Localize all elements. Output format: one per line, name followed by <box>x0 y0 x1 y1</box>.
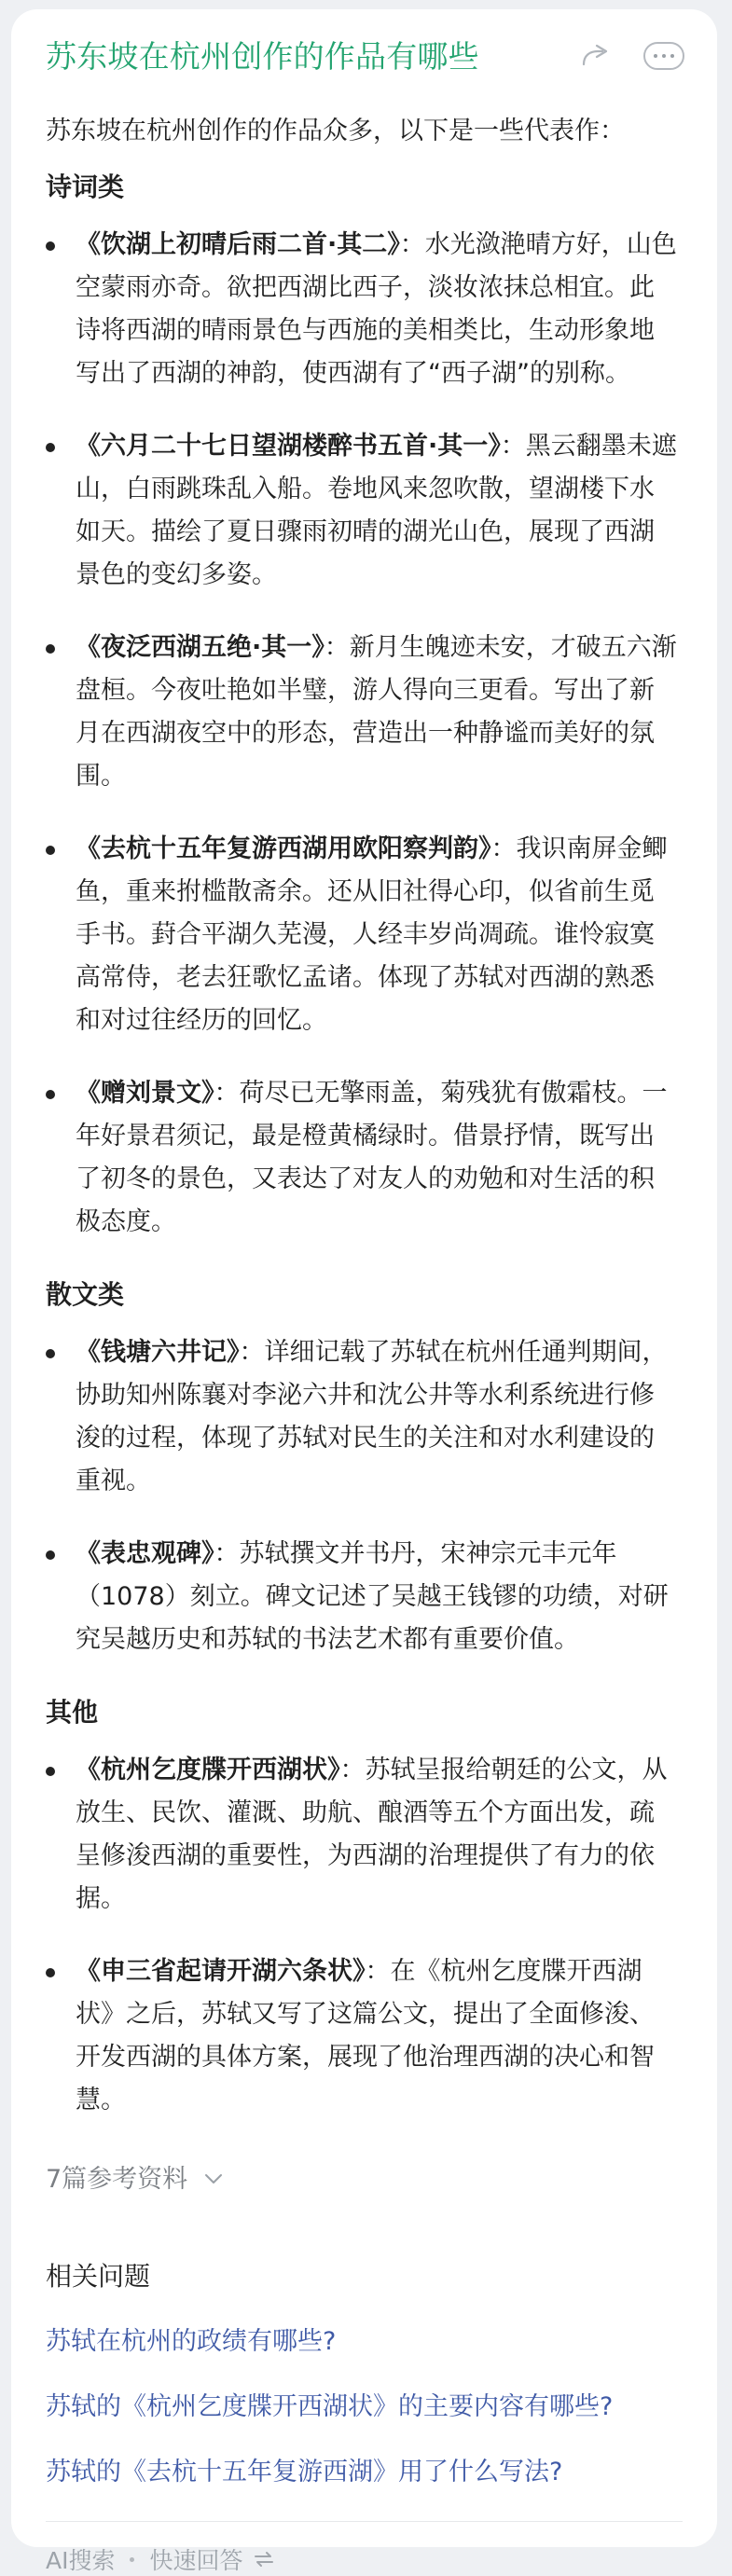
list-item-text <box>76 1072 678 1244</box>
list-item <box>46 1950 683 2122</box>
work-title: 《表忠观碑》 <box>76 1539 214 1568</box>
section-heading: 其他 <box>46 1697 99 1728</box>
header-actions <box>580 42 684 70</box>
bullet-icon <box>46 644 55 654</box>
list-item-text <box>76 425 678 597</box>
bullet-icon <box>46 1550 55 1560</box>
list-item-text <box>76 224 678 395</box>
work-title: 《申三省起请开湖六条状》 <box>76 1957 366 1986</box>
work-title: 《饮湖上初晴后雨二首·其二》 <box>76 230 400 259</box>
bullet-icon <box>46 1349 55 1358</box>
list-item <box>46 828 683 1042</box>
work-description: ：荷尽已无擎雨盖，菊残犹有傲霜枝。一年好景君须记，最是橙黄橘绿时。借景抒情，既写出了初冬的景色，又表达了对友人的劝勉和对生活的积极态度。 <box>76 1079 668 1236</box>
references-label: 7篇参考资料 <box>46 2164 188 2194</box>
chevron-down-icon <box>204 2162 223 2191</box>
list-item-text <box>76 1533 678 1661</box>
quick-answer-label: 快速回答 <box>149 2547 243 2574</box>
divider <box>46 2521 683 2522</box>
related-question-link[interactable]: 苏轼在杭州的政绩有哪些? <box>46 2327 337 2356</box>
work-description: ：新月生魄迹未安，才破五六渐盘桓。今夜吐艳如半璧，游人得向三更看。写出了新月在西湖夜空中的形态，营造出一种静谧而美好的氛围。 <box>76 633 677 791</box>
references-toggle[interactable] <box>46 2152 683 2200</box>
list-item <box>46 1072 683 1244</box>
bullet-icon <box>46 1968 55 1977</box>
work-description: ：苏轼撰文并书丹，宋神宗元丰元年（1078）刻立。碑文记述了吴越王钱镠的功绩，对研究吴越历史和苏轼的书法艺术都有重要价值。 <box>76 1539 669 1654</box>
page-title: 苏东坡在杭州创作的作品有哪些 <box>46 37 479 75</box>
work-description: ：在《杭州乞度牒开西湖状》之后，苏轼又写了这篇公文，提出了全面修浚、开发西湖的具体方案，展现了他治理西湖的决心和智慧。 <box>76 1957 655 2115</box>
work-description: ：我识南屏金鲫鱼，重来拊槛散斋余。还从旧社得心印，似省前生觅手书。葑合平湖久芜漫，人经丰岁尚凋疏。谁怜寂寞高常侍，老去狂歌忆孟诸。体现了苏轼对西湖的熟悉和对过往经历的回忆。 <box>76 834 668 1035</box>
list-item <box>46 1331 683 1503</box>
list-item-text <box>76 1331 678 1503</box>
bullet-icon <box>46 1090 55 1099</box>
related-heading: 相关问题 <box>46 2261 151 2292</box>
work-title: 《去杭十五年复游西湖用欧阳察判韵》 <box>76 834 491 863</box>
list-item-text <box>76 627 678 798</box>
list-item-text <box>76 828 678 1042</box>
bullet-icon <box>46 846 55 855</box>
work-description: ：水光潋滟晴方好，山色空蒙雨亦奇。欲把西湖比西子，淡妆浓抹总相宜。此诗将西湖的晴雨景色与西施的美相类比，生动形象地写出了西湖的神韵，使西湖有了“西子湖”的别称。 <box>76 230 677 388</box>
footer <box>46 2542 683 2576</box>
answer-intro: 苏东坡在杭州创作的作品众多，以下是一些代表作： <box>46 117 625 145</box>
work-description: ：详细记载了苏轼在杭州任通判期间，协助知州陈襄对李泌六井和沈公井等水利系统进行修浚的过程，体现了苏轼对民生的关注和对水利建设的重视。 <box>76 1338 668 1495</box>
related-question-link[interactable]: 苏轼的《去杭十五年复游西湖》用了什么写法? <box>46 2458 563 2486</box>
list-item <box>46 1749 683 1921</box>
bullet-icon <box>46 241 55 251</box>
section-heading: 诗词类 <box>46 172 125 202</box>
section-heading: 散文类 <box>46 1279 125 1310</box>
list-item-text <box>76 1950 678 2122</box>
switch-icon[interactable] <box>253 2546 275 2573</box>
work-title: 《杭州乞度牒开西湖状》 <box>76 1756 340 1784</box>
list-item <box>46 224 683 395</box>
dot-separator <box>130 2557 134 2562</box>
more-icon[interactable] <box>643 42 684 70</box>
work-description: ：苏轼呈报给朝廷的公文，从放生、民饮、灌溉、助航、酿酒等五个方面出发，疏呈修浚西湖的重要性，为西湖的治理提供了有力的依据。 <box>76 1756 668 1913</box>
work-title: 《钱塘六井记》 <box>76 1338 240 1367</box>
share-icon[interactable] <box>580 42 612 70</box>
list-item-text <box>76 1749 678 1921</box>
related-question-link[interactable]: 苏轼的《杭州乞度牒开西湖状》的主要内容有哪些? <box>46 2392 614 2421</box>
work-title: 《赠刘景文》 <box>76 1079 214 1108</box>
bullet-icon <box>46 443 55 452</box>
list-item <box>46 627 683 798</box>
list-item <box>46 425 683 597</box>
answer-card <box>11 9 717 2574</box>
card-header <box>46 9 683 103</box>
work-title: 《六月二十七日望湖楼醉书五首·其一》 <box>76 432 501 461</box>
work-title: 《夜泛西湖五绝·其一》 <box>76 633 325 662</box>
ai-search-label: AI搜索 <box>46 2547 116 2574</box>
bullet-icon <box>46 1767 55 1776</box>
list-item <box>46 1533 683 1661</box>
work-description: ：黑云翻墨未遮山，白雨跳珠乱入船。卷地风来忽吹散，望湖楼下水如天。描绘了夏日骤雨初晴的湖光山色，展现了西湖景色的变幻多姿。 <box>76 432 677 589</box>
